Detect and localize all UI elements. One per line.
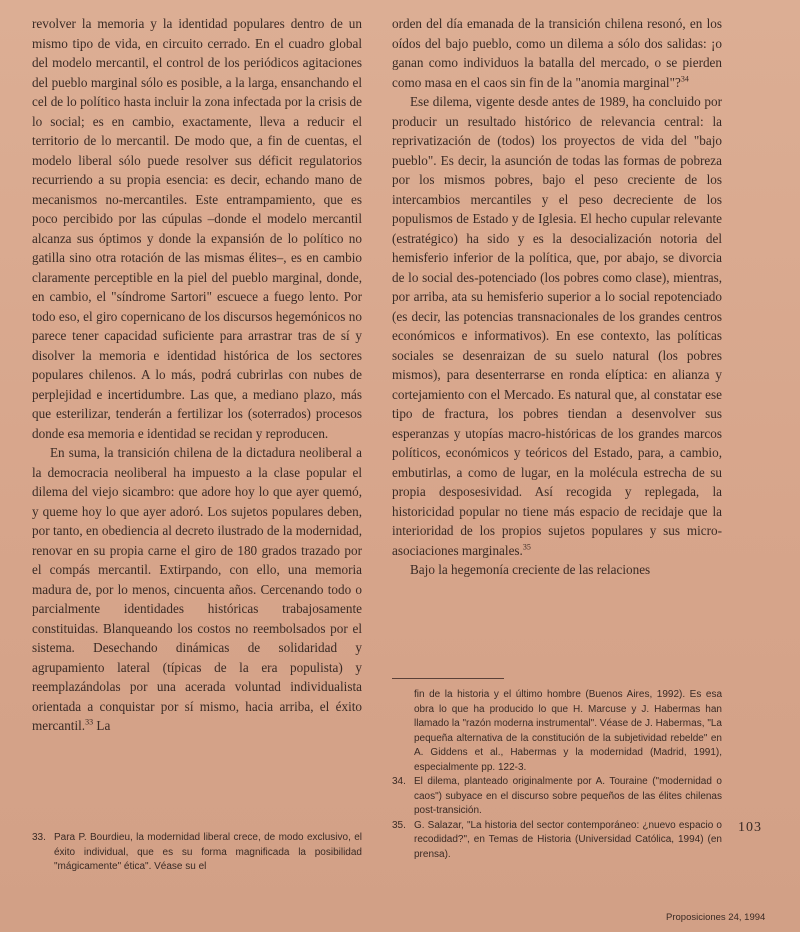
footnote-text: Para P. Bourdieu, la modernidad liberal crece, de modo exclusivo, el éxito individual, que es su forma magnificada la posibilidad "mágicamente" ética". Véase su el (54, 832, 362, 872)
footnote-text: El dilema, planteado originalmente por A. Touraine ("modernidad o caos") subyace en el discurso sobre pequeños de las élites chilenas post-transición. (414, 776, 722, 816)
footnotes-left (32, 831, 362, 875)
right-column (392, 14, 722, 580)
footnote-33 (32, 831, 362, 875)
right-paragraph-1 (392, 14, 722, 92)
footnote-ref-34: 34 (680, 74, 689, 84)
footnote-ref-35: 35 (522, 542, 531, 552)
footnote-35 (392, 819, 722, 863)
footnote-number: 33. (32, 832, 46, 843)
footnotes-right (392, 688, 722, 862)
left-paragraph-2-tail: La (93, 718, 111, 733)
right-paragraph-3: Bajo la hegemonía creciente de las relaciones (410, 562, 651, 577)
footnote-number: 35. (392, 819, 406, 831)
footnote-continuation: fin de la historia y el último hombre (Buenos Aires, 1992). Es esa obra lo que ha producido lo que H. Marcuse y J. Habermas han llamado la "razón moderna instrumental". Véase de J. Habermas, "La pequeña alternativa de la constitución de la subjetividad rebelde" en A. Giddens et al., Habermas y la modernidad (Madrid, 1991), especialmente pp. 122-3. (414, 689, 722, 773)
right-paragraph-1-text: orden del día emanada de la transición chilena resonó, en los oídos del bajo pueblo, como un dilema a sólo dos salidas: ¡o ganan como individuos la batalla del mercado, o se pierden como masa en el caos sin fin de la "anomia marginal"? (392, 16, 722, 90)
left-paragraph-2 (32, 443, 362, 736)
left-column (32, 14, 362, 736)
right-paragraph-2 (392, 92, 722, 560)
footnote-separator (392, 678, 504, 679)
footnote-text: G. Salazar, "La historia del sector contemporáneo: ¿nuevo espacio o recodidad?", en Temas de Historia (Universidad Católica, 1994) (en prensa). (414, 819, 722, 860)
right-paragraph-2-text: Ese dilema, vigente desde antes de 1989, ha concluido por producir un resultado histórico de relevancia central: la reprivatización de (todos) los proyectos de vida del "bajo pueblo". Es decir, la asunción de todas las formas de pobreza por los mismos pobres, bajo el peso creciente de los intercambios mercantiles y el peso decreciente de los populismos de Estado y de Iglesia. El hecho cupular relevante (estratégico) ha sido y es la desocialización notoria del hemisferio inferior de la política, que, por abajo, se divorcia de lo social des-potenciado (los pobres como clase), mientras, por arriba, ata su hemisferio superior a lo social repotenciado (es decir, las potencias transnacionales de los grandes centros económicos e informativos). En ese contexto, las políticas sociales se desenraizan de su suelo natural (los pobres mismos), para desenterrarse en ronda elíptica: en alianza y cortejamiento con el Mercado. Es natural que, al constatar ese tipo de fractura, los pobres tiendan a desenvolver sus esperanzas y utopías macro-históricas de los grandes marcos políticos, económicos y teóricos del Estado, para, a cambio, embutirlas, a como de lugar, en la molécula estrecha de su propia desposesividad. Así recogida y replegada, la historicidad popular no tiene más espacio de recidaje que la interioridad de los propios sujetos populares y sus micro-asociaciones marginales. (392, 94, 722, 558)
footnote-number: 34. (392, 776, 406, 787)
footnote-34 (392, 775, 722, 819)
running-footer: Proposiciones 24, 1994 (666, 912, 766, 923)
footnote-ref-33: 33 (85, 717, 94, 727)
page-number: 103 (738, 820, 762, 835)
left-paragraph-2-text: En suma, la transición chilena de la dictadura neoliberal a la democracia neoliberal ha impuesto a la clase popular el dilema del viejo sicambro: que adore hoy lo que ayer quemó, y queme hoy lo que ayer adoró. Los sujetos populares deben, por tanto, en obediencia al decreto ilustrado de la modernidad, renovar en su propia carne el giro de 180 grados trazado por el compás mercantil. Extirpando, con ello, una memoria madura de, por lo menos, cincuenta años. Cercenando todo o parcialmente identidades históricas trabajosamente constituidas. Blanqueando los costos no reembolsados por el sistema. Desechando dinámicas de solidaridad y agrupamiento lateral (típicas de la era populista) y reemplazándolas por una acerada voluntad individualista orientada a conquistar por sí mismo, hacia arriba, el éxito mercantil. (32, 445, 362, 733)
left-paragraph-1: revolver la memoria y la identidad populares dentro de un mismo tipo de vida, en circuito cerrado. En el cuadro global del modelo mercantil, el control de los periódicos agitaciones del pueblo marginal sólo es posible, a la larga, ensanchando el cel de lo político hasta incluir la zona infectada por la crisis de lo social; es en cambio, exactamente, lleva a reducir el territorio de lo mercantil. De modo que, a fin de cuentas, el modelo liberal sólo puede resolver sus déficit regulatorios recurriendo a su propia esencia: es decir, echando mano de mecanismos no-mercantiles. Este entrampamiento, que es poco percibido por las cúpulas –donde el modelo mercantil alcanza sus óptimos y donde la expansión de lo político no gatilla sino otra rotación de las mismas élites–, es en cambio claramente perceptible en la piel del pueblo marginal, donde, en cambio, el "síndrome Sartori" escuece a fuego lento. Por todo eso, el giro copernicano de los discursos hegemónicos no parece tener capacidad suficiente para arrastrar tras de sí y disolver la memoria e identidad histórica de los sectores populares chilenos. A lo más, podrá cubrirlas con nubes de perplejidad e incertidumbre. Las que, a mediano plazo, más que esterilizar, tenderán a fertilizar los (soterrados) procesos donde esa memoria e identidad se recidan y reproducen. (32, 16, 362, 441)
